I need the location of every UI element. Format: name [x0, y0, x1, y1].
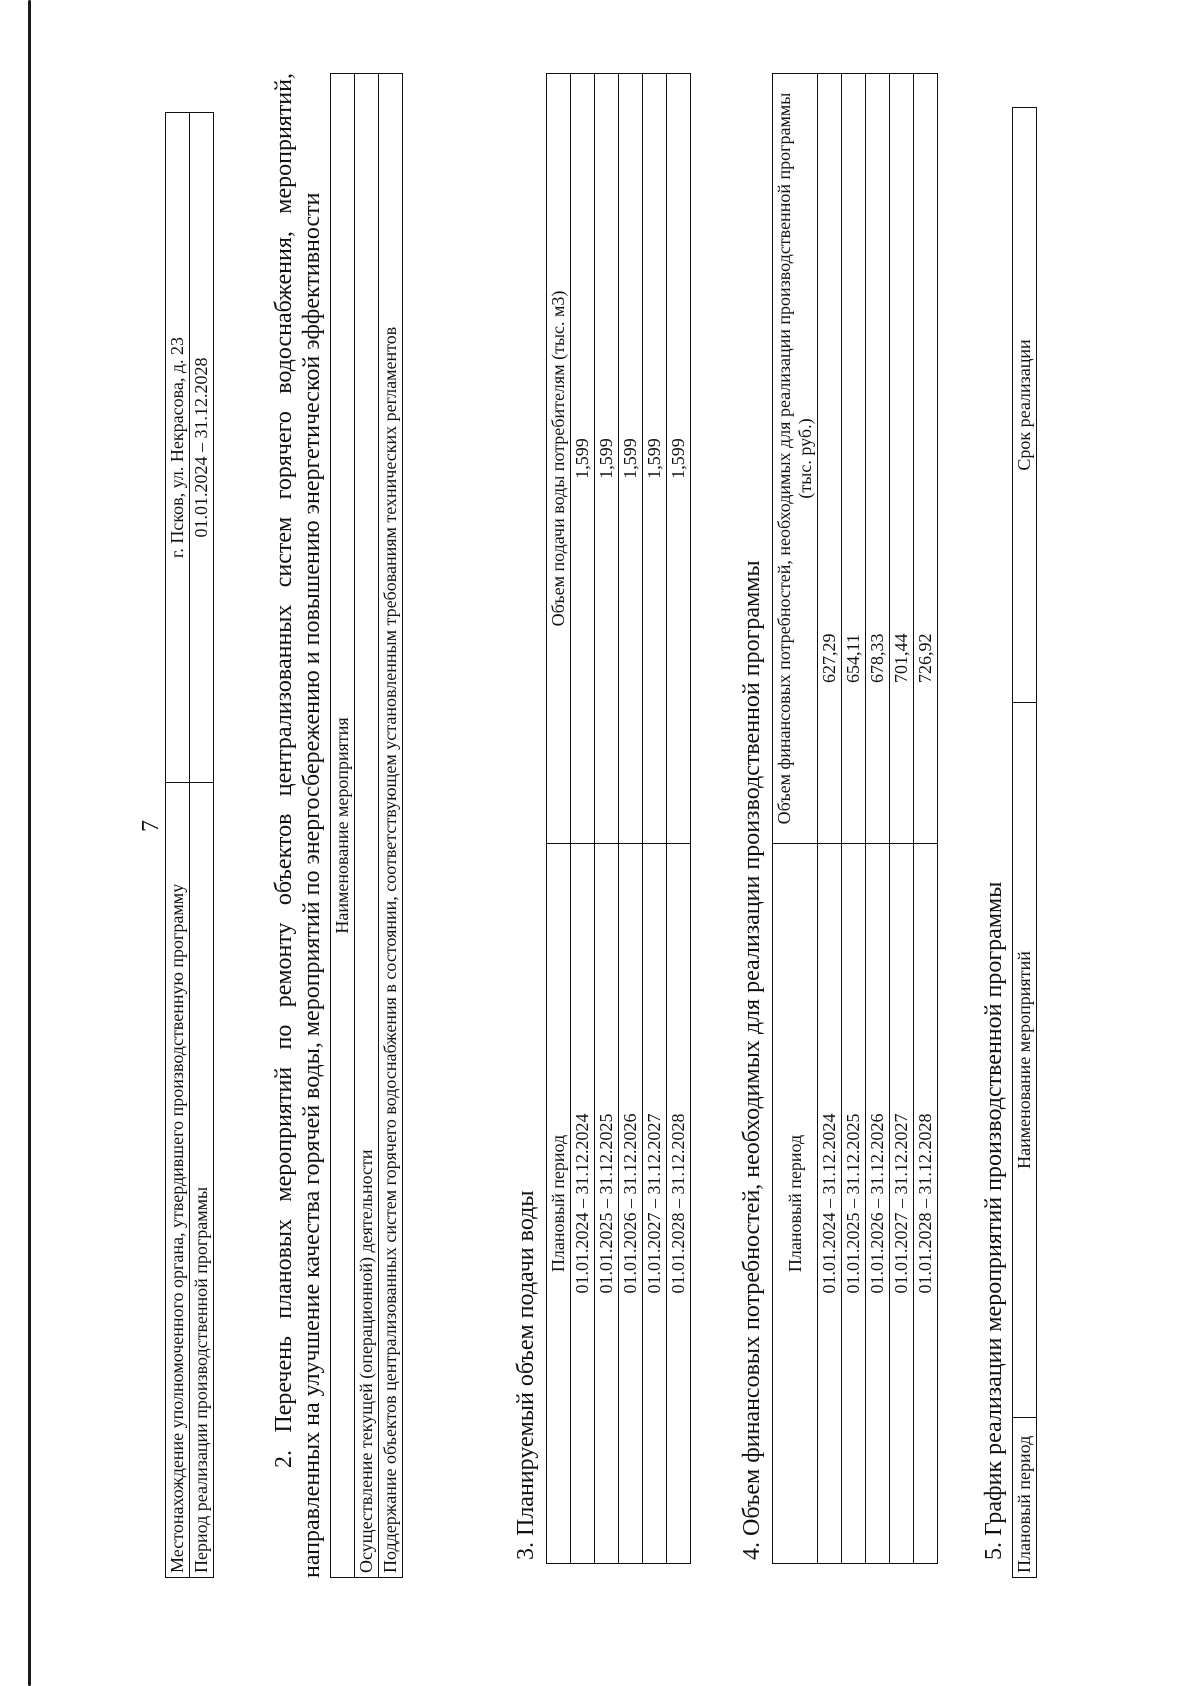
table-row — [355, 74, 379, 1578]
column-header: Плановый период — [773, 844, 818, 1564]
financial-needs-table — [772, 73, 938, 1564]
column-header: Объем финансовых потребностей, необходимых для реализации производственной программы (тыс. руб.) — [773, 74, 818, 844]
table-row — [818, 74, 842, 1564]
table-row — [619, 74, 643, 1564]
value-cell: 1,599 — [619, 74, 643, 844]
section-2 — [270, 73, 403, 1578]
section-5 — [980, 73, 1037, 1578]
table-row — [890, 74, 914, 1564]
measure-cell: Осуществление текущей (операционной) деятельности — [355, 74, 379, 1578]
period-cell: 01.01.2027 – 31.12.2027 — [890, 844, 914, 1564]
section-3 — [512, 73, 691, 1578]
table-row — [166, 113, 190, 1578]
table-row — [547, 74, 571, 1564]
value-cell: 654,11 — [842, 74, 866, 844]
table-row — [331, 74, 355, 1578]
program-info-table — [165, 112, 214, 1578]
section-4-heading: 4. Объем финансовых потребностей, необходимых для реализации производственной программы — [739, 560, 765, 1560]
table-row — [595, 74, 619, 1564]
table-row — [667, 74, 691, 1564]
water-volume-table — [546, 73, 691, 1564]
table-row — [866, 74, 890, 1564]
value-cell: 1,599 — [667, 74, 691, 844]
document-page — [0, 30, 1034, 1620]
table-row — [773, 74, 818, 1564]
column-header: Наименование мероприятий — [1013, 703, 1037, 1418]
section-2-heading: 2. Перечень плановых мероприятий по ремонту объектов централизованных систем горячего водоснабжения, мероприятий, направленных на улучшение качества горячей воды, мероприятий по энергосбережению и повышению энергетической эффективности — [271, 73, 325, 1578]
period-cell: 01.01.2028 – 31.12.2028 — [914, 844, 938, 1564]
column-header: Наименование мероприятия — [331, 74, 355, 1578]
program-info-block — [165, 73, 214, 1578]
measure-cell: Поддержание объектов централизованных систем горячего водоснабжения в состоянии, соответствующем установленным требованиям технических регламентов — [379, 74, 403, 1578]
column-header: Плановый период — [547, 844, 571, 1564]
value-cell: 678,33 — [866, 74, 890, 844]
period-cell: 01.01.2028 – 31.12.2028 — [667, 844, 691, 1564]
period-cell: 01.01.2027 – 31.12.2027 — [643, 844, 667, 1564]
value-cell: 1,599 — [595, 74, 619, 844]
value-cell: 627,29 — [818, 74, 842, 844]
program-info-value: 01.01.2024 – 31.12.2028 — [190, 113, 214, 783]
section-4 — [738, 73, 938, 1578]
value-cell: 1,599 — [571, 74, 595, 844]
table-row — [1013, 108, 1037, 1578]
period-cell: 01.01.2025 – 31.12.2025 — [595, 844, 619, 1564]
period-cell: 01.01.2025 – 31.12.2025 — [842, 844, 866, 1564]
table-row — [190, 113, 214, 1578]
table-row — [914, 74, 938, 1564]
value-cell: 726,92 — [914, 74, 938, 844]
table-row — [379, 74, 403, 1578]
section-3-heading: 3. Планируемый объем подачи воды — [513, 1190, 539, 1560]
column-header: Объем подачи воды потребителям (тыс. м3) — [547, 74, 571, 844]
period-cell: 01.01.2026 – 31.12.2026 — [866, 844, 890, 1564]
page-number: 7 — [138, 820, 164, 832]
section-5-heading: 5. График реализации мероприятий производственной программы — [981, 881, 1007, 1560]
program-info-label: Период реализации производственной программы — [190, 783, 214, 1578]
value-cell: 701,44 — [890, 74, 914, 844]
table-row — [842, 74, 866, 1564]
schedule-table — [1012, 107, 1037, 1578]
program-info-value: г. Псков, ул. Некрасова, д. 23 — [166, 113, 190, 783]
value-cell: 1,599 — [643, 74, 667, 844]
table-row — [643, 74, 667, 1564]
period-cell: 01.01.2024 – 31.12.2024 — [571, 844, 595, 1564]
section-2-table — [330, 73, 403, 1578]
period-cell: 01.01.2026 – 31.12.2026 — [619, 844, 643, 1564]
period-cell: 01.01.2024 – 31.12.2024 — [818, 844, 842, 1564]
table-row — [571, 74, 595, 1564]
column-header: Срок реализации — [1013, 108, 1037, 703]
program-info-label: Местонахождение уполномоченного органа, утвердившего производственную программу — [166, 783, 190, 1578]
column-header: Плановый период — [1013, 1418, 1037, 1578]
